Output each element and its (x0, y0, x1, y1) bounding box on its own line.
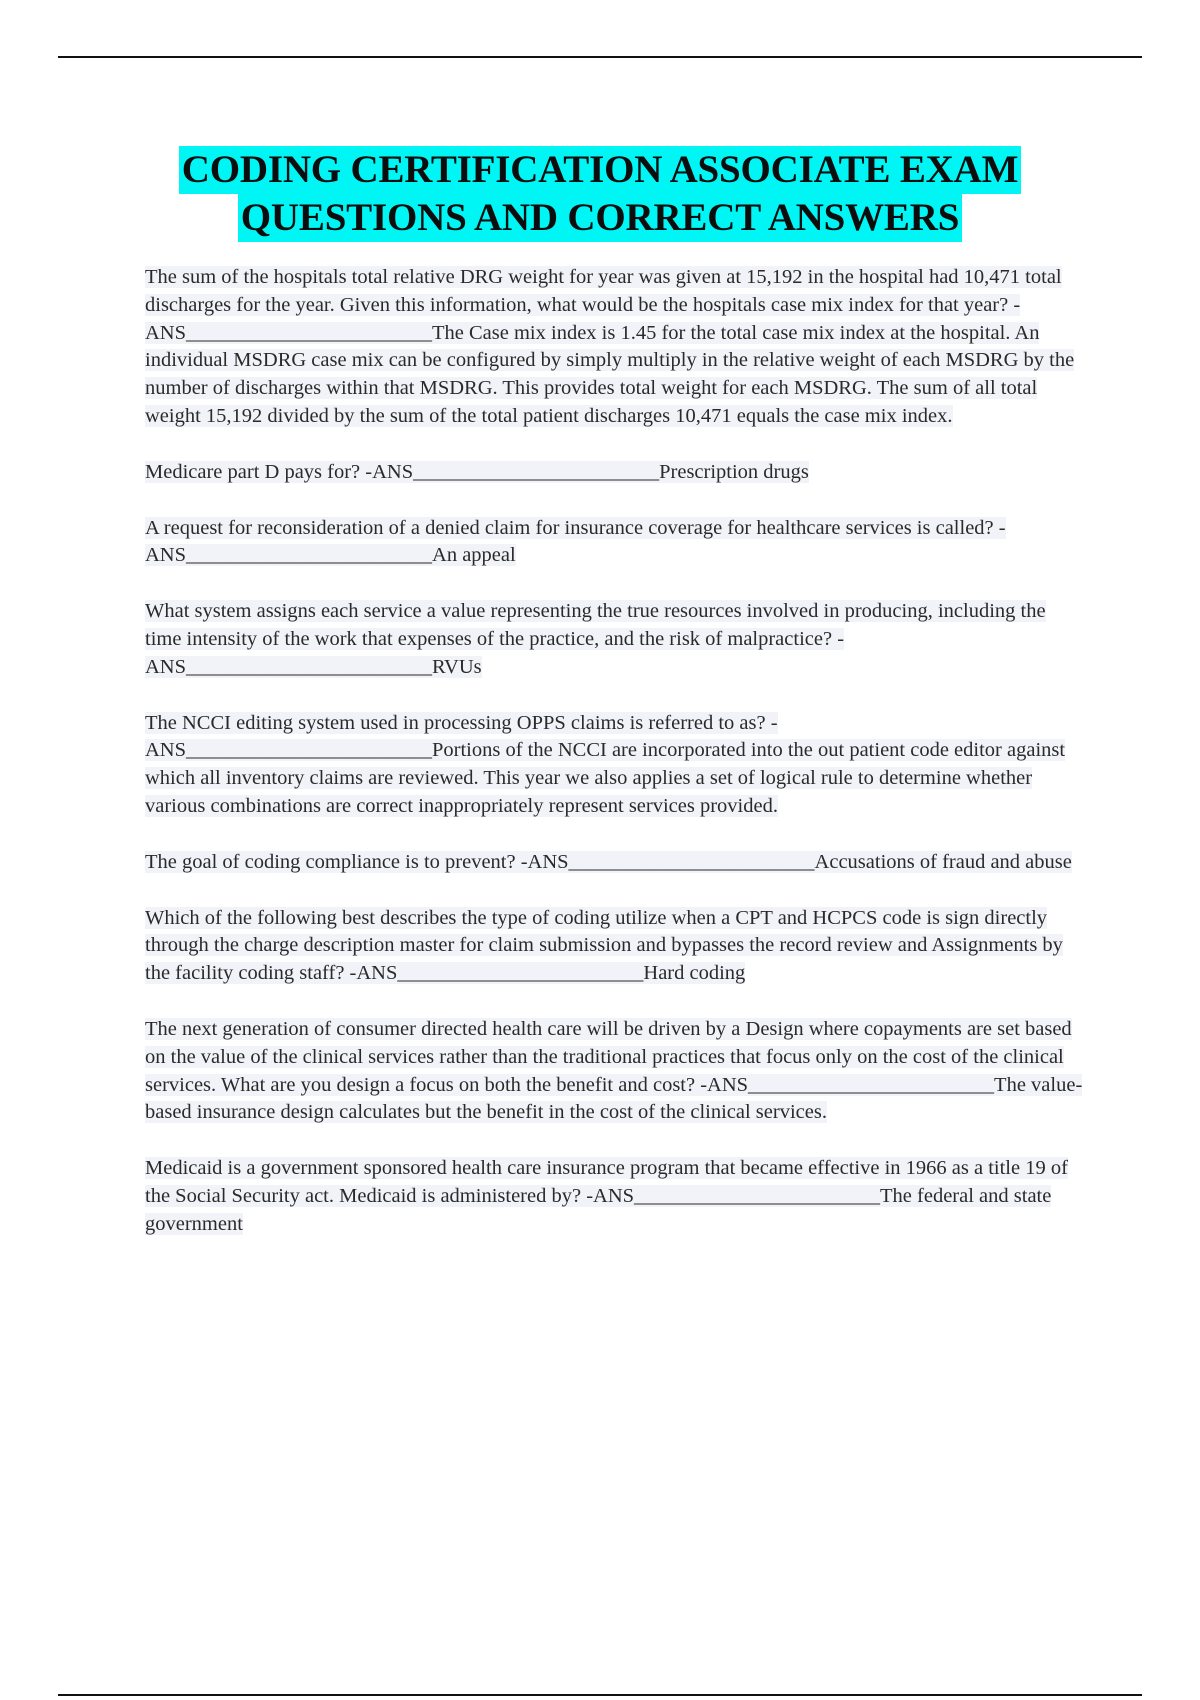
title-line-1: CODING CERTIFICATION ASSOCIATE EXAM (179, 146, 1021, 194)
qa-item (145, 1016, 1085, 1127)
qa-item-text: A request for reconsideration of a denied claim for insurance coverage for healthcare services is called? -ANS________________________An appeal (145, 516, 1006, 567)
top-rule (58, 56, 1142, 58)
bottom-rule (58, 1694, 1142, 1696)
qa-item (145, 849, 1085, 877)
document-title (0, 146, 1200, 242)
title-line-2: QUESTIONS AND CORRECT ANSWERS (238, 194, 962, 242)
qa-item-text: The next generation of consumer directed health care will be driven by a Design where copayments are set based on the value of the clinical services rather than the traditional practices that focus only on the cost of the clinical services. What are you design a focus on both the benefit and cost? -ANS________________________The value-based insurance design calculates but the benefit in the cost of the clinical services. (145, 1017, 1083, 1124)
qa-item-text: Medicare part D pays for? -ANS________________________Prescription drugs (145, 460, 809, 483)
qa-item-text: Medicaid is a government sponsored health care insurance program that became effective in 1966 as a title 19 of the Social Security act. Medicaid is administered by? -ANS________________________The federal and state government (145, 1157, 1068, 1235)
qa-item-text: The goal of coding compliance is to prevent? -ANS________________________Accusations of fraud and abuse (145, 850, 1072, 873)
qa-item (145, 264, 1085, 431)
qa-list (145, 264, 1085, 1267)
qa-item-text: What system assigns each service a value representing the true resources involved in producing, including the time intensity of the work that expenses of the practice, and the risk of malpractice? -ANS________________________RVUs (145, 600, 1046, 678)
qa-item-text: The NCCI editing system used in processing OPPS claims is referred to as? -ANS________________________Portions of the NCCI are incorporated into the out patient code editor against which all inventory claims are reviewed. This year we also applies a set of logical rule to determine whether various combinations are correct inappropriately represent services provided. (145, 711, 1066, 817)
qa-item (145, 598, 1085, 681)
qa-item (145, 905, 1085, 988)
qa-item-text: The sum of the hospitals total relative DRG weight for year was given at 15,192 in the hospital had 10,471 total discharges for the year. Given this information, what would be the hospitals case mix index for that year? -ANS________________________The Case mix index is 1.45 for the total case mix index at the hospital. An individual MSDRG case mix can be configured by simply multiply in the relative weight of each MSDRG by the number of discharges within that MSDRG. This provides total weight for each MSDRG. The sum of all total weight 15,192 divided by the sum of the total patient discharges 10,471 equals the case mix index. (145, 266, 1075, 427)
qa-item (145, 515, 1085, 571)
qa-item-text: Which of the following best describes the type of coding utilize when a CPT and HCPCS code is sign directly through the charge description master for claim submission and bypasses the record review and Assignments by the facility coding staff? -ANS________________________Hard coding (145, 906, 1063, 985)
qa-item (145, 1155, 1085, 1238)
qa-item (145, 459, 1085, 487)
qa-item (145, 710, 1085, 821)
